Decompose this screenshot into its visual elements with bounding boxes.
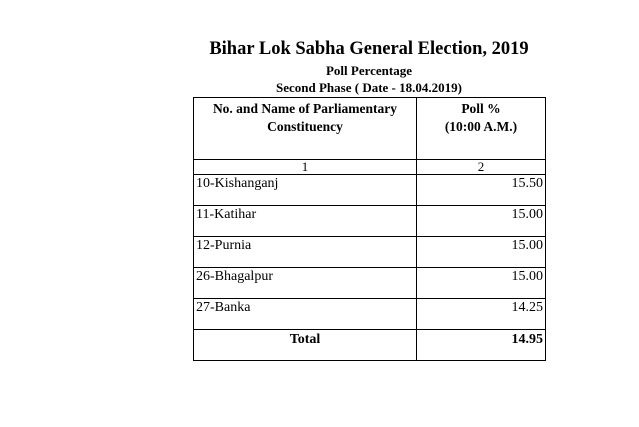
poll-header xyxy=(417,98,546,160)
table-row xyxy=(194,268,546,299)
table-row xyxy=(194,206,546,237)
poll-header-line1: Poll % xyxy=(461,101,501,116)
poll-cell: 14.25 xyxy=(417,299,546,330)
total-row xyxy=(194,330,546,361)
table-row xyxy=(194,175,546,206)
document-title: Bihar Lok Sabha General Election, 2019 xyxy=(209,39,529,59)
constituency-cell: 27-Banka xyxy=(194,299,417,330)
document-subtitle: Poll Percentage xyxy=(325,63,413,78)
column-number-row xyxy=(194,160,546,175)
constituency-cell: 11-Katihar xyxy=(194,206,417,237)
poll-cell: 15.00 xyxy=(417,237,546,268)
poll-cell: 15.00 xyxy=(417,268,546,299)
column-number-2: 2 xyxy=(417,160,546,175)
column-number-1: 1 xyxy=(194,160,417,175)
phase-date: Second Phase ( Date - 18.04.2019) xyxy=(276,80,462,95)
table-row xyxy=(194,299,546,330)
total-poll: 14.95 xyxy=(417,330,546,361)
constituency-cell: 10-Kishanganj xyxy=(194,175,417,206)
constituency-header-line2: Constituency xyxy=(267,119,343,134)
constituency-cell: 12-Purnia xyxy=(194,237,417,268)
poll-cell: 15.00 xyxy=(417,206,546,237)
total-label: Total xyxy=(194,330,417,361)
poll-percentage-table xyxy=(193,97,546,361)
poll-header-line2: (10:00 A.M.) xyxy=(444,119,518,134)
table-row xyxy=(194,237,546,268)
header-row xyxy=(194,98,546,160)
constituency-header xyxy=(194,98,417,160)
poll-cell: 15.50 xyxy=(417,175,546,206)
constituency-cell: 26-Bhagalpur xyxy=(194,268,417,299)
constituency-header-line1: No. and Name of Parliamentary xyxy=(212,101,398,116)
